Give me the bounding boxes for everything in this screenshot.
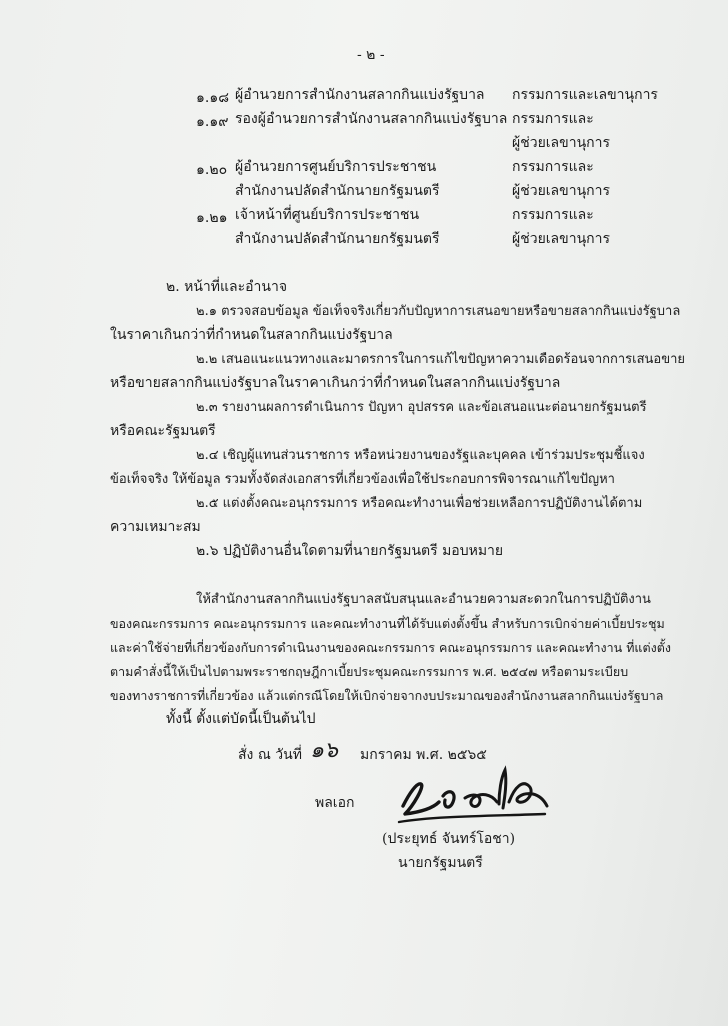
signature	[395, 762, 565, 832]
duty-line: ในราคาเกินกว่าที่กำหนดในสลากกินแบ่งรัฐบาล	[110, 327, 393, 343]
member-role: ผู้ช่วยเลขานุการ	[512, 135, 610, 151]
signer-title: นายกรัฐมนตรี	[398, 855, 483, 871]
member-position: รองผู้อำนวยการสำนักงานสลากกินแบ่งรัฐบาล	[235, 111, 508, 127]
paragraph-line: ให้สำนักงานสลากกินแบ่งรัฐบาลสนับสนุนและอำนวยความสะดวกในการปฏิบัติงาน	[196, 592, 651, 607]
member-number: ๑.๒๐	[196, 162, 228, 178]
order-date-day: ๑๖	[310, 738, 338, 763]
effective-statement: ทั้งนี้ ตั้งแต่บัดนี้เป็นต้นไป	[166, 711, 316, 727]
member-role: กรรมการและ	[512, 207, 594, 223]
signer-name: (ประยุทธ์ จันทร์โอชา)	[382, 831, 516, 847]
duty-line: หรือคณะรัฐมนตรี	[110, 423, 216, 439]
section-heading: ๒. หน้าที่และอำนาจ	[166, 279, 288, 295]
order-date-prefix: สั่ง ณ วันที่	[238, 747, 302, 763]
member-number: ๑.๒๑	[196, 210, 228, 226]
paragraph-line: และค่าใช้จ่ายที่เกี่ยวข้องกับการดำเนินงานของคณะกรรมการ คณะอนุกรรมการ และคณะทำงาน ที่แต่งตั้ง	[110, 640, 671, 655]
page-number: - ๒ -	[357, 47, 385, 63]
member-role: ผู้ช่วยเลขานุการ	[512, 231, 610, 247]
member-position: เจ้าหน้าที่ศูนย์บริการประชาชน	[235, 207, 420, 223]
duty-line: ๒.๕ แต่งตั้งคณะอนุกรรมการ หรือคณะทำงานเพื่อช่วยเหลือการปฏิบัติงานได้ตาม	[196, 496, 643, 511]
member-number: ๑.๑๘	[196, 90, 230, 106]
duty-line: ๒.๑ ตรวจสอบข้อมูล ข้อเท็จจริงเกี่ยวกับปัญหาการเสนอขายหรือขายสลากกินแบ่งรัฐบาล	[196, 304, 681, 319]
member-role: กรรมการและ	[512, 111, 594, 127]
member-number: ๑.๑๙	[196, 114, 229, 130]
paragraph-line: ตามคำสั่งนี้ให้เป็นไปตามพระราชกฤษฎีกาเบี้ยประชุมคณะกรรมการ พ.ศ. ๒๕๔๗ หรือตามระเบียบ	[110, 664, 629, 679]
member-position: ผู้อำนวยการสำนักงานสลากกินแบ่งรัฐบาล	[235, 87, 485, 103]
duty-line: ๒.๓ รายงานผลการดำเนินการ ปัญหา อุปสรรค และข้อเสนอแนะต่อนายกรัฐมนตรี	[196, 400, 647, 415]
duty-line: ๒.๔ เชิญผู้แทนส่วนราชการ หรือหน่วยงานของรัฐและบุคคล เข้าร่วมประชุมชี้แจง	[196, 448, 645, 463]
duty-line: ๒.๖ ปฏิบัติงานอื่นใดตามที่นายกรัฐมนตรี มอบหมาย	[196, 543, 504, 559]
signer-rank: พลเอก	[315, 795, 355, 811]
duty-line: ความเหมาะสม	[110, 519, 201, 535]
member-role: กรรมการและเลขานุการ	[512, 87, 658, 103]
duty-line: ข้อเท็จจริง ให้ข้อมูล รวมทั้งจัดส่งเอกสารที่เกี่ยวข้องเพื่อใช้ประกอบการพิจารณาแก้ไขปัญหา	[110, 472, 615, 487]
duty-line: หรือขายสลากกินแบ่งรัฐบาลในราคาเกินกว่าที่กำหนดในสลากกินแบ่งรัฐบาล	[110, 375, 561, 391]
member-role: กรรมการและ	[512, 159, 594, 175]
order-date-month-year: มกราคม พ.ศ. ๒๕๖๕	[360, 747, 487, 763]
member-position: ผู้อำนวยการศูนย์บริการประชาชน	[235, 159, 437, 175]
member-position: สำนักงานปลัดสำนักนายกรัฐมนตรี	[235, 231, 440, 247]
paragraph-line: ของทางราชการที่เกี่ยวข้อง แล้วแต่กรณีโดยให้เบิกจ่ายจากงบประมาณของสำนักงานสลากกินแบ่งรัฐบาล	[110, 688, 664, 703]
member-position: สำนักงานปลัดสำนักนายกรัฐมนตรี	[235, 183, 440, 199]
member-role: ผู้ช่วยเลขานุการ	[512, 183, 610, 199]
paragraph-line: ของคณะกรรมการ คณะอนุกรรมการ และคณะทำงานที่ได้รับแต่งตั้งขึ้น สำหรับการเบิกจ่ายค่าเบี้ยประชุม	[110, 616, 665, 631]
duty-line: ๒.๒ เสนอแนะแนวทางและมาตรการในการแก้ไขปัญหาความเดือดร้อนจากการเสนอขาย	[196, 352, 686, 367]
